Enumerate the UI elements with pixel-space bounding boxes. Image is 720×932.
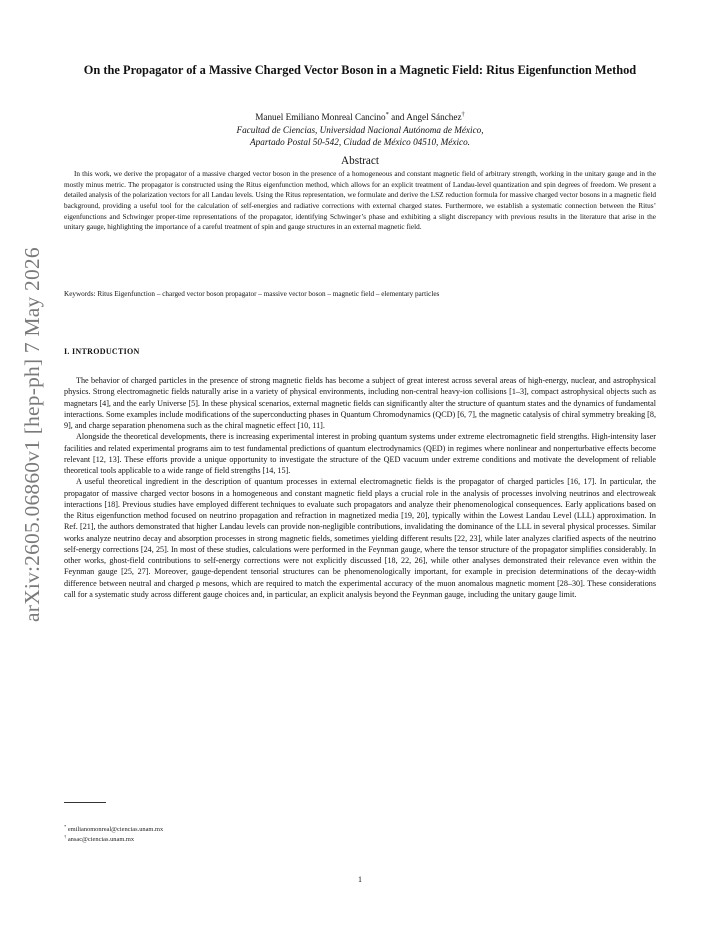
author-block	[70, 111, 650, 149]
footnote-mark: †	[461, 110, 465, 118]
abstract	[64, 169, 656, 233]
footnote-mark: *	[64, 823, 67, 829]
footnotes	[64, 825, 163, 845]
footnote-mark: *	[385, 110, 389, 118]
keywords: Keywords: Ritus Eigenfunction – charged vector boson propagator – massive vector boson – magnetic field – elementary particles	[64, 290, 440, 298]
paragraph: A useful theoretical ingredient in the description of quantum processes in external electromagnetic fields is the propagator of charged particles [16, 17]. In particular, the propagator of massive charged vector bosons in a homogeneous and constant magnetic field plays a crucial role in the analysis of processes involving neutrinos and electroweak interactions [18]. Previous studies have employed different techniques to evaluate such propagators and analyze their phenomenological consequences. Early applications based on the Ritus eigenfunction method focused on neutrino propagation and refraction in magnetized media [19, 20], typically within the Lowest Landau Level (LLL) approximation. In Ref. [21], the authors demonstrated that higher Landau levels can provide non-negligible contributions, invalidating the dominance of the LLL in several physical processes. Similar works analyze neutrino decay and absorption processes in strong magnetic fields, sometimes yielding different results [22, 23], while later analyzes clarified aspects of the neutrino self-energy corrections [24, 25]. In most of these studies, calculations were performed in the Feynman gauge, where the tensor structure of the propagator simplifies considerably. In other works, ghost-field contributions to self-energy corrections were not explicitly discussed [18, 22, 26], while other analyses demonstrated their relevance even within the Feynman gauge [25, 27]. Moreover, gauge-dependent tensorial structures can be phenomenologically important, for example in precision determinations of the decay-width difference between neutral and charged ρ mesons, which are required to match the experimental accuracy of the muon anomalous magnetic moment [28–30]. These considerations call for a systematic study across different gauge choices and, in particular, an explicit analysis beyond the Feynman gauge, including the unitary gauge limit.	[64, 477, 656, 599]
author-conjunction: and	[388, 112, 407, 122]
author-name: Angel Sánchez	[406, 112, 462, 122]
paragraph: The behavior of charged particles in the presence of strong magnetic fields has become a subject of great interest across several areas of high-energy, nuclear, and astrophysical physics. Strong electromagnetic fields naturally arise in a variety of physical environments, including non-central heavy-ion collisions [1–3], compact astrophysical objects such as magnetars [4], and the early Universe [5]. In these physical scenarios, external magnetic fields can significantly alter the structure of quantum states and the dynamics of fundamental interactions. Some examples include modifications of the superconducting phases in Quantum Chromodynamics (QCD) [6, 7], the magnetic catalysis of chiral symmetry breaking [8, 9], and charge separation phenomena such as the chiral magnetic effect [10, 11].	[64, 376, 656, 430]
abstract-heading: Abstract	[341, 155, 379, 167]
author-line	[70, 111, 650, 124]
footnote	[64, 825, 163, 835]
footnote-email[interactable]: ansac@ciencias.unam.mx	[67, 836, 135, 843]
paper-title: On the Propagator of a Massive Charged Vector Boson in a Magnetic Field: Ritus Eigenfunction Method	[83, 63, 637, 77]
author-name: Manuel Emiliano Monreal Cancino	[255, 112, 386, 122]
footnote-mark: †	[64, 833, 67, 839]
footnote	[64, 835, 163, 845]
page-number: 1	[358, 875, 362, 884]
arxiv-sidebar-stamp: arXiv:2605.06860v1 [hep-ph] 7 May 2026	[20, 247, 44, 622]
section-heading: I. INTRODUCTION	[64, 347, 140, 356]
footnote-email[interactable]: emilianomonreal@ciencias.unam.mx	[67, 826, 164, 833]
footnote-rule	[64, 802, 106, 803]
paragraph: Alongside the theoretical developments, there is increasing experimental interest in probing quantum systems under extreme electromagnetic field strengths. High-intensity laser facilities and related experimental programs aim to test fundamental predictions of quantum electrodynamics (QED) in regimes where nonlinear and nonperturbative effects become relevant [12, 13]. These efforts provide a unique opportunity to investigate the structure of the QED vacuum under extreme conditions and motivate the development of reliable theoretical tools applicable to a wide range of field strengths [14, 15].	[64, 432, 656, 475]
affiliation-line: Facultad de Ciencias, Universidad Nacional Autónoma de México,	[236, 124, 484, 135]
body-text	[64, 375, 656, 600]
abstract-text: In this work, we derive the propagator of a massive charged vector boson in the presence of a homogeneous and constant magnetic field of arbitrary strength, working in the unitary gauge and in the mostly minus metric. The propagator is constructed using the Ritus eigenfunction method, which allows for an explicit treatment of Landau-level quantization and spin degrees of freedom. We present a detailed analysis of the polarization vectors for all Landau levels. Using the Ritus representation, we formulate and derive the LSZ reduction formula for massive charged vector bosons in a magnetic field background, providing a useful tool for the calculation of self-energies and radiative corrections with external charged states. Furthermore, we establish a systematic connection between the Ritus’ eigenfunctions and Schwinger proper-time representations of the propagator, identifying Schwinger’s phase and exhibiting a slight discrepancy with previous results in the literature that arise in the unitary gauge, highlighting the importance of a careful treatment of spin and gauge structures in an external magnetic field.	[64, 170, 656, 232]
affiliation-line: Apartado Postal 50-542, Ciudad de México 04510, México.	[250, 137, 470, 148]
